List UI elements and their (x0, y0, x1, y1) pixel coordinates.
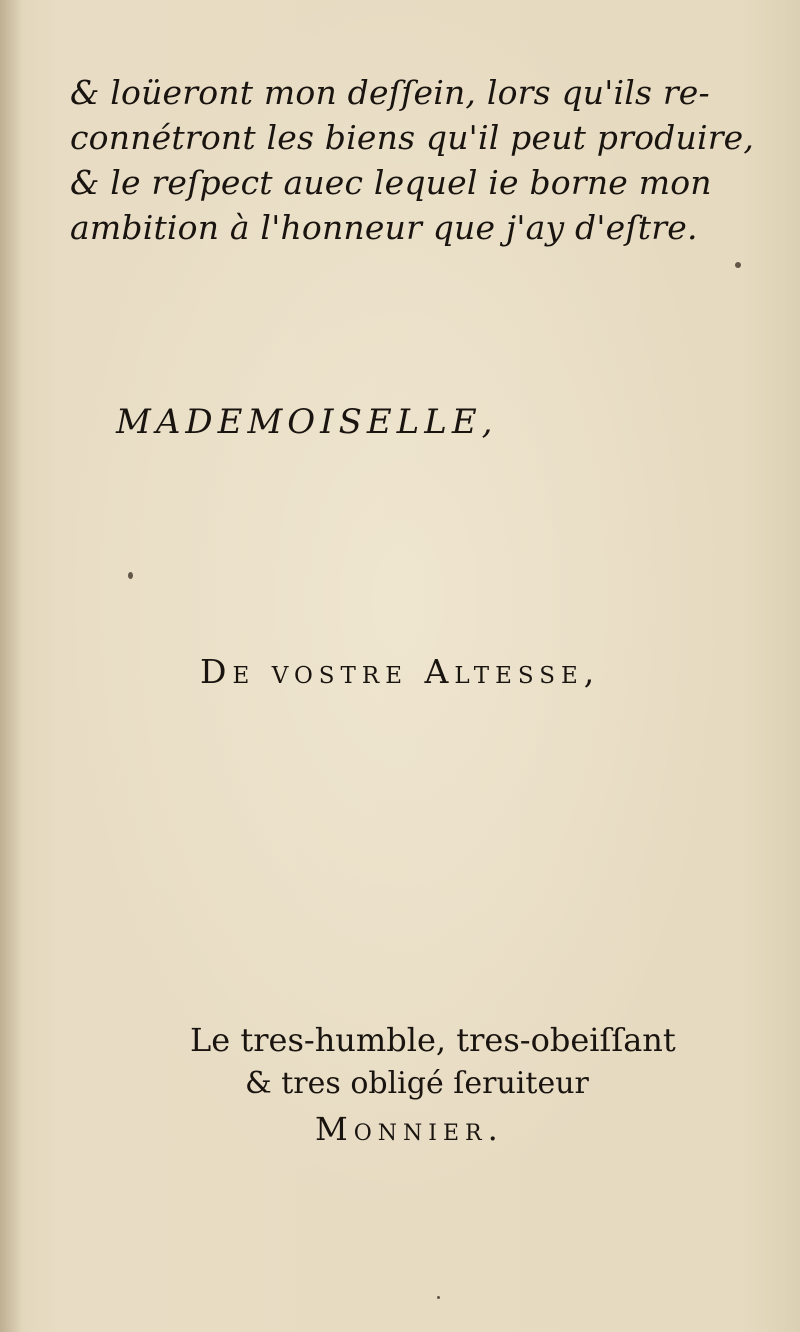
signature-name: Monnier. (315, 1110, 504, 1148)
ink-speck (437, 1296, 440, 1299)
signature-line-1: Le tres-humble, tres-obeiſſant (190, 1021, 676, 1059)
signature-line-2: & tres obligé ſeruiteur (245, 1066, 589, 1101)
salutation: MADEMOISELLE, (116, 402, 498, 442)
ink-speck (128, 572, 133, 579)
paragraph-line: & loüeront mon deſſein, lors qu'ils re- (70, 73, 710, 112)
ink-speck (735, 262, 741, 268)
paragraph-line: connétront les biens qu'il peut produire, (70, 118, 755, 157)
paragraph-line: & le reſpect auec lequel ie borne mon (70, 163, 712, 202)
paragraph-line: ambition à l'honneur que j'ay d'eſtre. (70, 208, 698, 247)
gutter-shadow (0, 0, 22, 1332)
signature-block (190, 1018, 695, 1152)
address-line: De vostre Altesse, (200, 652, 601, 691)
closing-paragraph (70, 70, 755, 250)
